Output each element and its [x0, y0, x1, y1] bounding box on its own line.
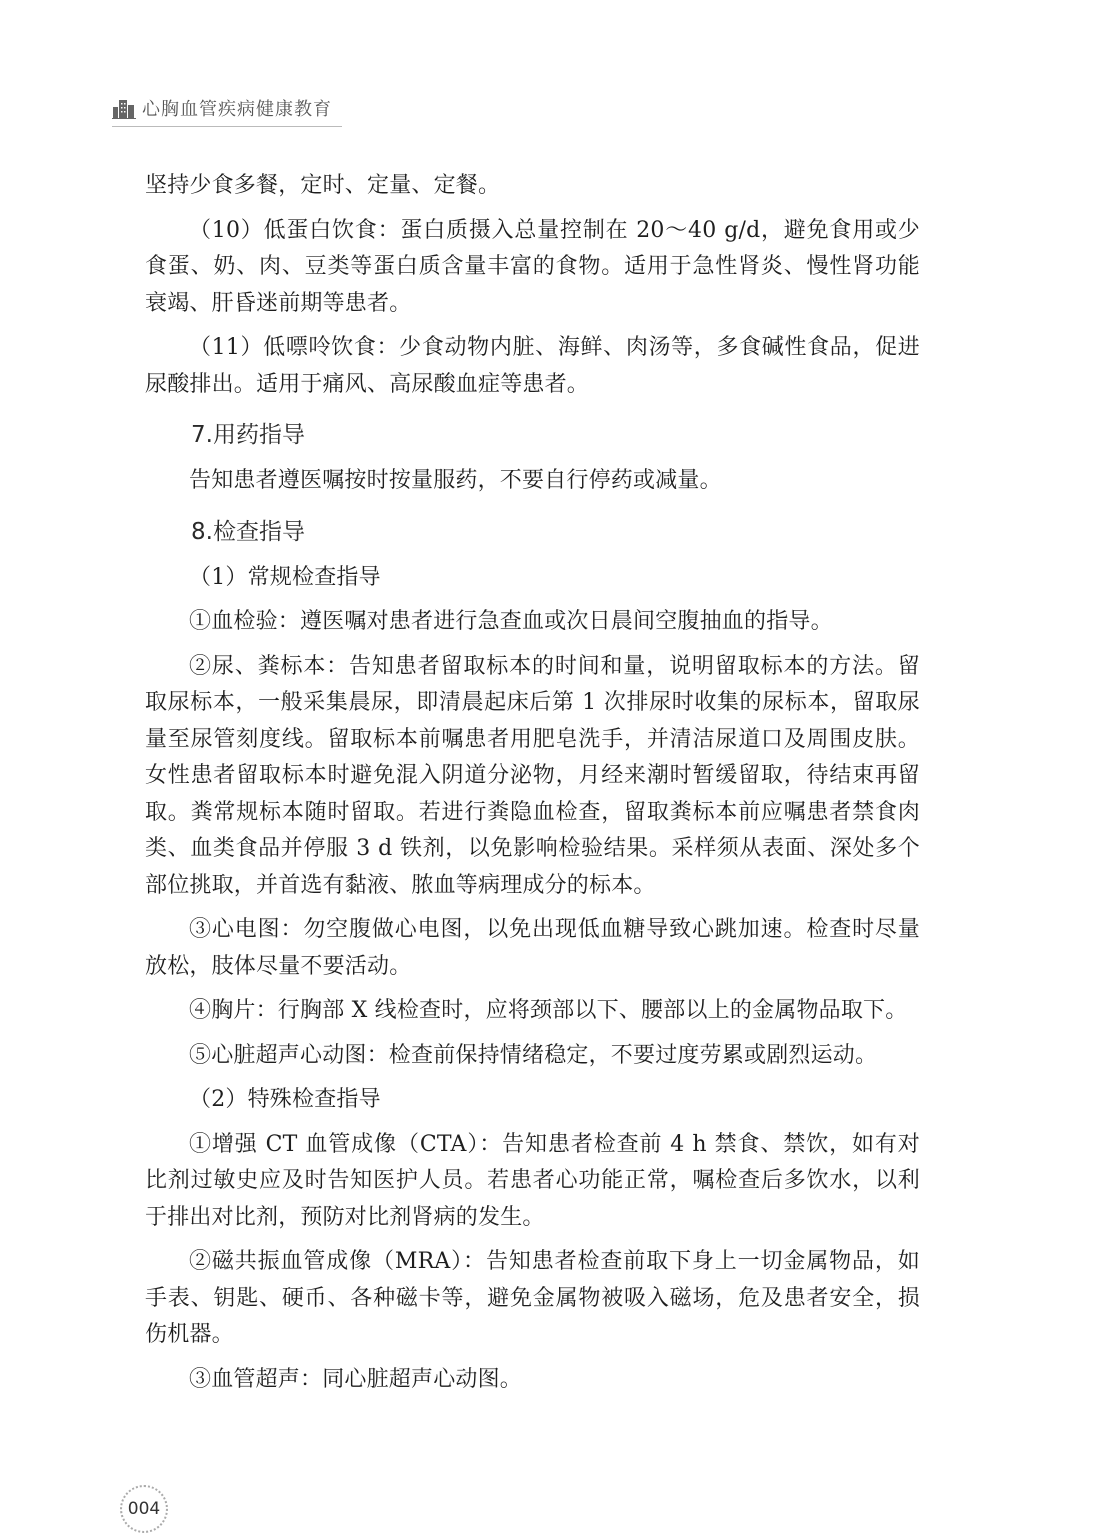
running-header [112, 93, 332, 123]
page-number: 004 [120, 1485, 168, 1533]
page-body [145, 168, 920, 1398]
subsection-heading: （1）常规检查指导 [189, 564, 381, 590]
subsection-heading: （2）特殊检查指导 [189, 1087, 381, 1112]
paragraph: ②磁共振血管成像（MRA）：告知患者检查前取下身上一切金属物品，如手表、钥匙、硬币、各种磁卡等，避免金属物被吸入磁场，危及患者安全，损伤机器。 [145, 1249, 920, 1347]
paragraph: ①增强 CT 血管成像（CTA）：告知患者检查前 4 h 禁食、禁饮，如有对比剂过敏史应及时告知医护人员。若患者心功能正常，嘱检查后多饮水，以利于排出对比剂，预防对比剂肾病的发生。 [145, 1131, 920, 1230]
paragraph: ①血检验：遵医嘱对患者进行急查血或次日晨间空腹抽血的指导。 [189, 609, 833, 634]
building-icon [112, 97, 136, 119]
paragraph: ⑤心脏超声心动图：检查前保持情绪稳定，不要过度劳累或剧烈运动。 [189, 1042, 878, 1068]
section-heading: 7.用药指导 [191, 422, 305, 448]
paragraph: （11）低嘌呤饮食：少食动物内脏、海鲜、肉汤等，多食碱性食品，促进尿酸排出。适用于痛风、高尿酸血症等患者。 [145, 335, 920, 397]
paragraph: ③血管超声：同心脏超声心动图。 [189, 1366, 523, 1392]
header-title: 心胸血管疾病健康教育 [142, 99, 332, 120]
header-rule [112, 126, 342, 127]
paragraph: 告知患者遵医嘱按时按量服药，不要自行停药或减量。 [189, 468, 722, 493]
paragraph: ③心电图：勿空腹做心电图，以免出现低血糖导致心跳加速。检查时尽量放松，肢体尽量不要活动。 [145, 917, 920, 979]
paragraph: ②尿、粪标本：告知患者留取标本的时间和量，说明留取标本的方法。留取尿标本，一般采集晨尿，即清晨起床后第 1 次排尿时收集的尿标本，留取尿量至尿管刻度线。留取标本前嘱患者用肥皂洗手，并清洁尿道口及周围皮肤。女性患者留取标本时避免混入阴道分泌物，月经来潮时暂缓留取，待结束再留取。粪常规标本随时留取。若进行粪隐血检查，留取粪标本前应嘱患者禁食肉类、血类食品并停服 3 d 铁剂，以免影响检验结果。采样须从表面、深处多个部位挑取，并首选有黏液、脓血等病理成分的标本。 [145, 653, 920, 898]
paragraph: 坚持少食多餐，定时、定量、定餐。 [145, 173, 501, 198]
paragraph: ④胸片：行胸部 X 线检查时，应将颈部以下、腰部以上的金属物品取下。 [189, 998, 908, 1023]
section-heading: 8.检查指导 [191, 518, 305, 545]
paragraph: （10）低蛋白饮食：蛋白质摄入总量控制在 20～40 g/d，避免食用或少食蛋、奶、肉、豆类等蛋白质含量丰富的食物。适用于急性肾炎、慢性肾功能衰竭、肝昏迷前期等患者。 [145, 217, 920, 316]
